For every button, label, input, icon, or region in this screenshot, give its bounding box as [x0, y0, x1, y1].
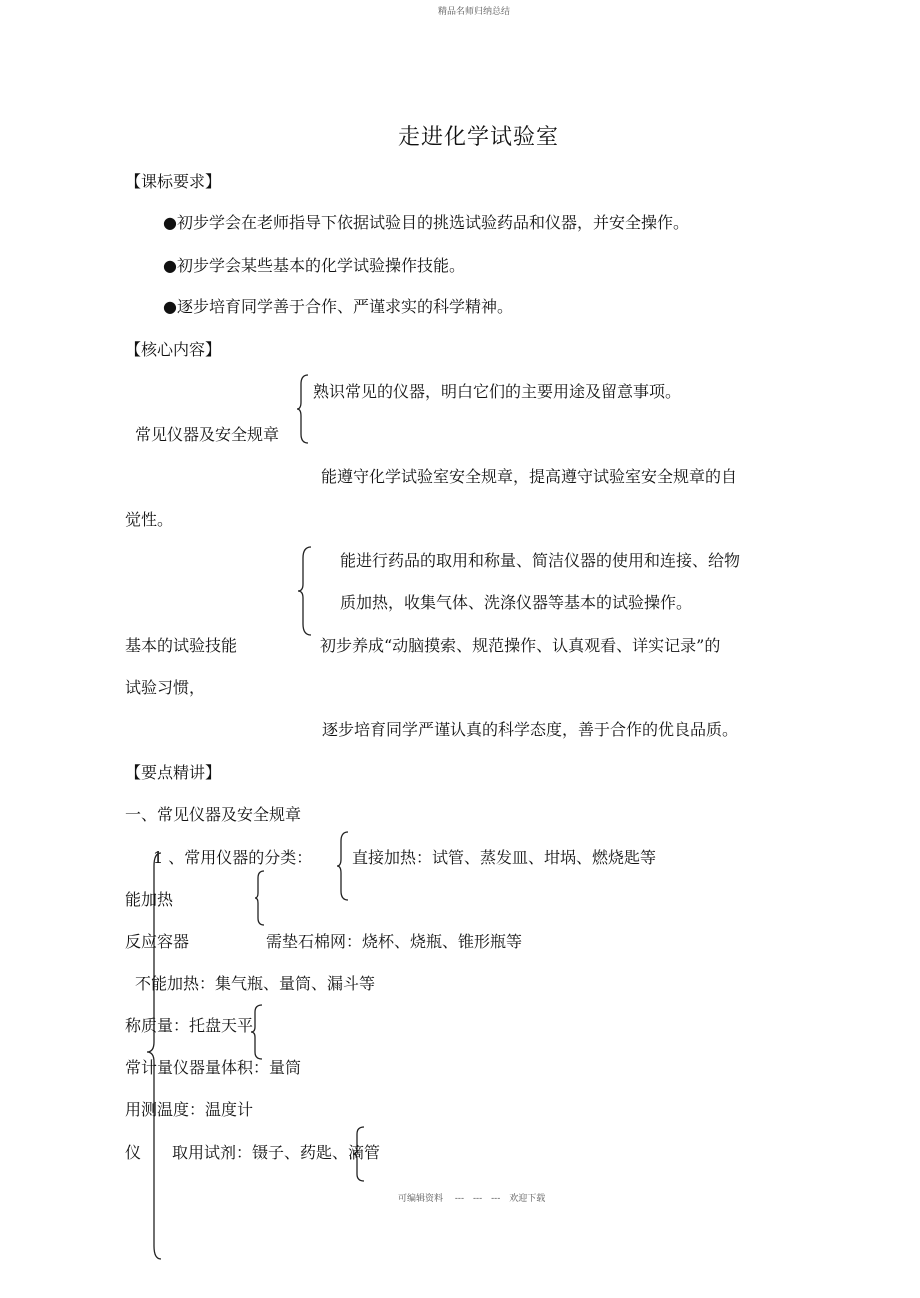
no-heat-item: 不能加热：集气瓶、量筒、漏斗等	[135, 974, 376, 993]
brace-can-heat	[254, 870, 266, 926]
measure-volume-item: 常计量仪器量体积：量筒	[125, 1058, 302, 1077]
core-group1-item1: 熟识常见的仪器，明白它们的主要用途及留意事项。	[313, 382, 682, 401]
core-group2-item2-line2: 试验习惯，	[125, 678, 206, 697]
instrument-char: 仪	[125, 1143, 142, 1162]
key-points-sub1: 一、常见仪器及安全规章	[125, 805, 302, 824]
standards-bullet-2: ●初步学会某些基本的化学试验操作技能。	[163, 256, 465, 275]
brace-heat-types	[336, 831, 350, 901]
can-heat-label: 能加热	[125, 890, 174, 909]
weigh-item: 称质量：托盘天平	[125, 1016, 254, 1035]
core-heading: 【核心内容】	[125, 340, 222, 359]
temperature-item: 用测温度：温度计	[125, 1100, 254, 1119]
header-note: 精品名师归纳总结	[438, 7, 511, 17]
page-title: 走进化学试验室	[398, 125, 560, 150]
core-group2-item3: 逐步培育同学严谨认真的科学态度，善于合作的优良品质。	[322, 720, 739, 739]
classify-label: 1 、常用仪器的分类：	[153, 848, 313, 867]
core-group2-item2-line1: 初步养成“动脑摸索、规范操作、认真观看、详实记录”的	[320, 636, 721, 655]
standards-bullet-1: ●初步学会在老师指导下依据试验目的挑选试验药品和仪器，并安全操作。	[163, 213, 689, 232]
asbestos-item: 需垫石棉网：烧杯、烧瓶、锥形瓶等	[266, 932, 523, 951]
brace-group2	[297, 546, 313, 636]
core-group1-item2-line1: 能遵守化学试验室安全规章，提高遵守试验室安全规章的自	[321, 467, 738, 486]
standards-heading: 【课标要求】	[125, 172, 222, 191]
core-group2-item1-line2: 质加热，收集气体、洗涤仪器等基本的试验操作。	[340, 593, 693, 612]
brace-main-classify	[145, 852, 163, 1260]
core-group2-label: 基本的试验技能	[125, 636, 238, 655]
standards-bullet-3: ●逐步培育同学善于合作、严谨求实的科学精神。	[163, 297, 513, 316]
key-points-heading: 【要点精讲】	[125, 763, 222, 782]
core-group1-label: 常见仪器及安全规章	[135, 425, 280, 444]
brace-group1	[296, 374, 310, 444]
direct-heat-item: 直接加热：试管、蒸发皿、坩埚、燃烧匙等	[352, 848, 657, 867]
reaction-vessel-label: 反应容器	[125, 932, 190, 951]
take-reagent-item: 取用试剂：镊子、药匙、滴管	[172, 1143, 381, 1162]
footer-note: 可编辑资料 --- --- --- 欢迎下载	[398, 1194, 546, 1204]
core-group2-item1-line1: 能进行药品的取用和称量、简洁仪器的使用和连接、给物	[340, 551, 741, 570]
core-group1-item2-line2: 觉性。	[125, 510, 174, 529]
